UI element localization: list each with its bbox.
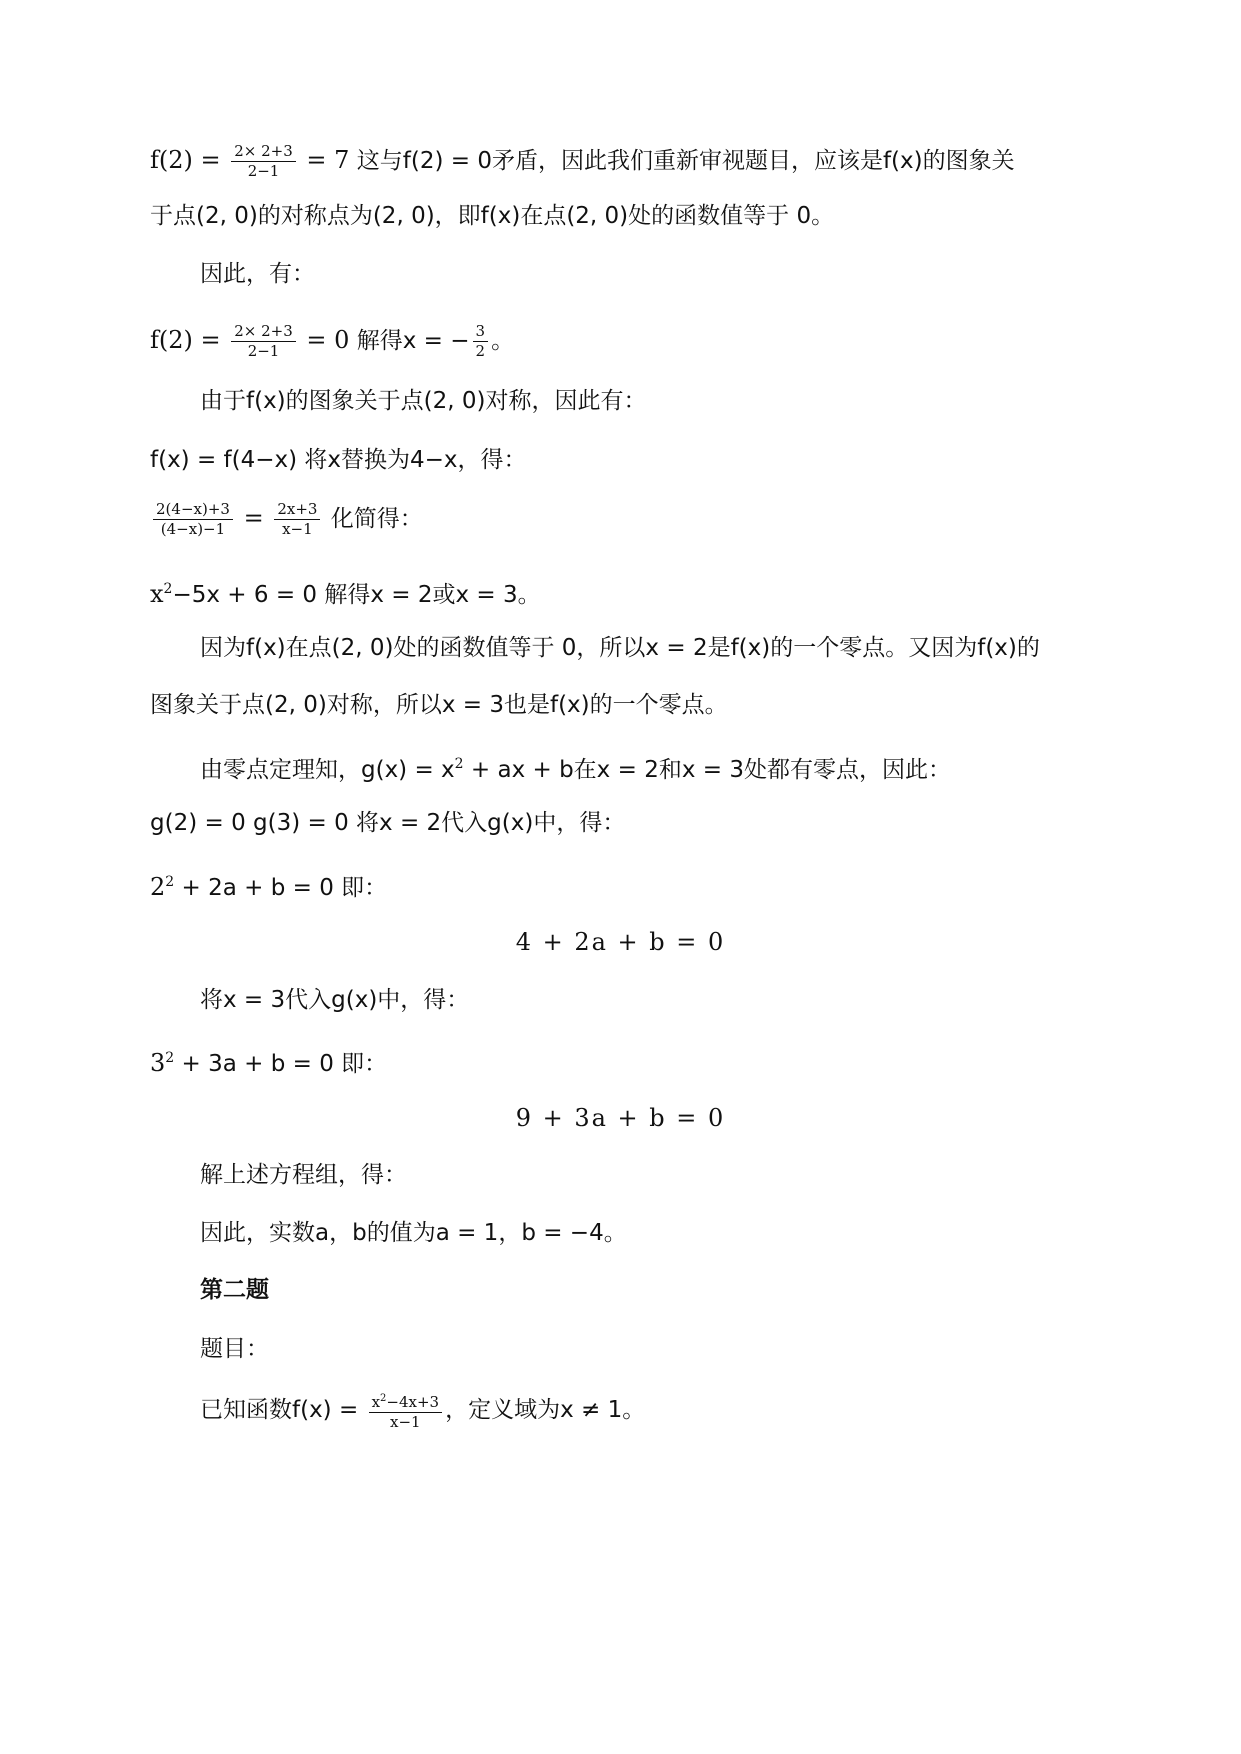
line-19: 因此，实数a，b的值为a = 1，b = −4。	[200, 1220, 627, 1246]
line-13: $2^2 + 2a + b = 0$ 即：	[150, 873, 388, 901]
line-8: $x^2-5x + 6 = 0$ 解得x = 2或x = 3。	[150, 580, 541, 608]
line-1-text: 这与f(2) = 0矛盾，因此我们重新审视题目，应该是f(x)的图象关	[349, 148, 1015, 174]
line-1: f(2) = $\frac{2\times 2+3}{2-1}$ = 7 这与f(2) = 0矛盾，因此我们重新审视题目，应该是f(x)的图象关	[150, 142, 1015, 180]
line-4: f(2) = $\frac{2\times 2+3}{2-1}$ = 0 解得x = − $\frac{3}{2}$ 。	[150, 322, 515, 360]
fraction: $\frac{x^2-4x+3}{x-1}$	[369, 1390, 443, 1431]
line-16: $3^2 + 3a + b = 0$ 即：	[150, 1049, 388, 1077]
line-21: 题目：	[200, 1336, 269, 1362]
line-6: f(x) = f(4−x) 将x替换为4−x，得：	[150, 447, 527, 473]
line-15: 将x = 3代入g(x)中，得：	[200, 987, 470, 1013]
line-5: 由于f(x)的图象关于点(2, 0)对称，因此有：	[200, 388, 647, 414]
equation-f2: f(2) =	[150, 146, 229, 174]
section-heading: 第二题	[200, 1277, 269, 1303]
fraction: $\frac{2\times 2+3}{2-1}$	[231, 143, 296, 180]
line-11: 由零点定理知，$g(x) = x^2$ + ax + b在x = 2和x = 3处都有零点，因此：	[200, 756, 951, 783]
fraction: $\frac{2\times 2+3}{2-1}$	[231, 323, 296, 360]
equation-centered-1: 4 + 2a + b = 0	[515, 928, 726, 956]
fraction-right: $\frac{2x+3}{x-1}$	[274, 501, 320, 538]
fraction-small: $\frac{3}{2}$	[473, 323, 489, 360]
line-12: g(2) = 0 g(3) = 0 将x = 2代入g(x)中，得：	[150, 810, 626, 836]
line-7: $\frac{2(4-x)+3}{(4-x)-1}$ = $\frac{2x+3}{x-1}$ 化简得：	[150, 500, 1100, 538]
line-22: 已知函数f(x) = $\frac{x^2-4x+3}{x-1}$ ，定义域为x ≠ 1。	[200, 1390, 1150, 1431]
line-3: 因此，有：	[200, 261, 315, 287]
line-18: 解上述方程组，得：	[200, 1162, 407, 1188]
line-9: 因为f(x)在点(2, 0)处的函数值等于 0，所以x = 2是f(x)的一个零点。又因为f(x)的	[200, 635, 1040, 661]
line-2: 于点(2, 0)的对称点为(2, 0)，即f(x)在点(2, 0)处的函数值等于 0。	[150, 203, 835, 229]
line-10: 图象关于点(2, 0)对称，所以x = 3也是f(x)的一个零点。	[150, 692, 728, 718]
fraction-left: $\frac{2(4-x)+3}{(4-x)-1}$	[153, 501, 233, 538]
equation-centered-2: 9 + 3a + b = 0	[515, 1104, 726, 1132]
